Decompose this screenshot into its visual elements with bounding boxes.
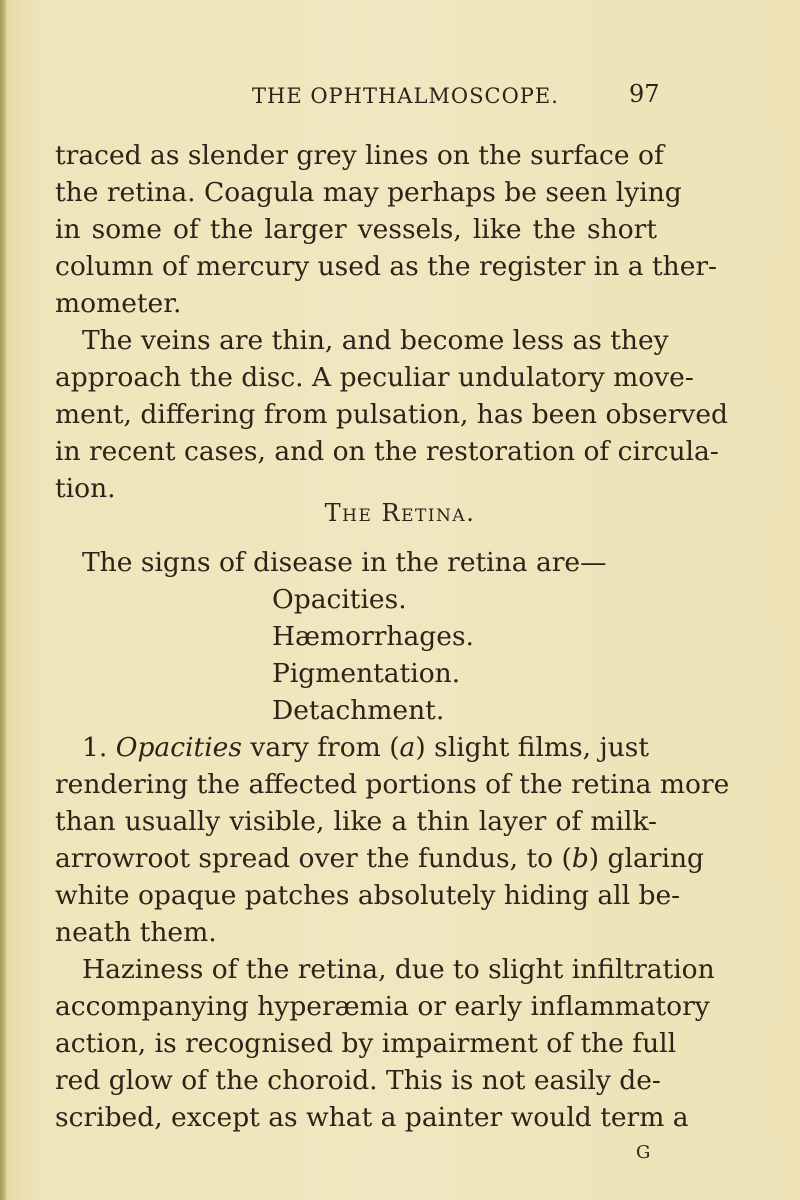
text-line: than usually visible, like a thin layer of milk- [55, 806, 657, 837]
text-line: traced as slender grey lines on the surface of [55, 140, 664, 171]
text-line: tion. [55, 473, 116, 504]
text-line: the retina. Coagula may perhaps be seen lying [55, 177, 682, 208]
page-number: 97 [629, 80, 660, 108]
list-item: Pigmentation. [272, 658, 461, 689]
text-line-marker-b [55, 843, 704, 875]
page-header [0, 80, 800, 114]
marker-a: a [399, 732, 416, 763]
text-fragment: arrowroot spread over the fundus, to ( [55, 843, 572, 874]
running-title: THE OPHTHALMOSCOPE. [252, 84, 559, 108]
page-spine-edge [0, 0, 6, 1200]
list-item: Hæmorrhages. [272, 621, 474, 652]
list-item: Opacities. [272, 584, 407, 615]
text-line: approach the disc. A peculiar undulatory move- [55, 362, 694, 393]
text-line: in some of the larger vessels, like the short [55, 214, 657, 245]
marker-b: b [571, 843, 589, 874]
text-line: accompanying hyperæmia or early inflammatory [55, 991, 710, 1022]
text-line: scribed, except as what a painter would term a [55, 1102, 689, 1133]
text-line: Haziness of the retina, due to slight infiltration [82, 954, 715, 985]
text-line: column of mercury used as the register in a ther- [55, 251, 717, 282]
text-fragment: ) glaring [588, 843, 704, 874]
text-line: ment, differing from pulsation, has been observed [55, 399, 728, 430]
item-number: 1. [82, 732, 108, 763]
text-line: rendering the affected portions of the retina more [55, 769, 730, 800]
list-item: Detachment. [272, 695, 445, 726]
signature-mark: G [636, 1142, 651, 1163]
signs-intro: The signs of disease in the retina are— [82, 547, 607, 578]
text-line: mometer. [55, 288, 182, 319]
text-line-opacities [82, 732, 649, 764]
text-line: action, is recognised by impairment of the full [55, 1028, 677, 1059]
section-heading: The Retina. [324, 499, 476, 527]
text-line: neath them. [55, 917, 217, 948]
text-fragment: ) slight films, just [415, 732, 650, 763]
text-fragment: vary from ( [250, 732, 400, 763]
text-line: red glow of the choroid. This is not easily de- [55, 1065, 661, 1096]
text-line: in recent cases, and on the restoration of circula- [55, 436, 719, 467]
term-opacities: Opacities [115, 732, 242, 763]
text-line: white opaque patches absolutely hiding all be- [55, 880, 681, 911]
text-line: The veins are thin, and become less as they [82, 325, 669, 356]
